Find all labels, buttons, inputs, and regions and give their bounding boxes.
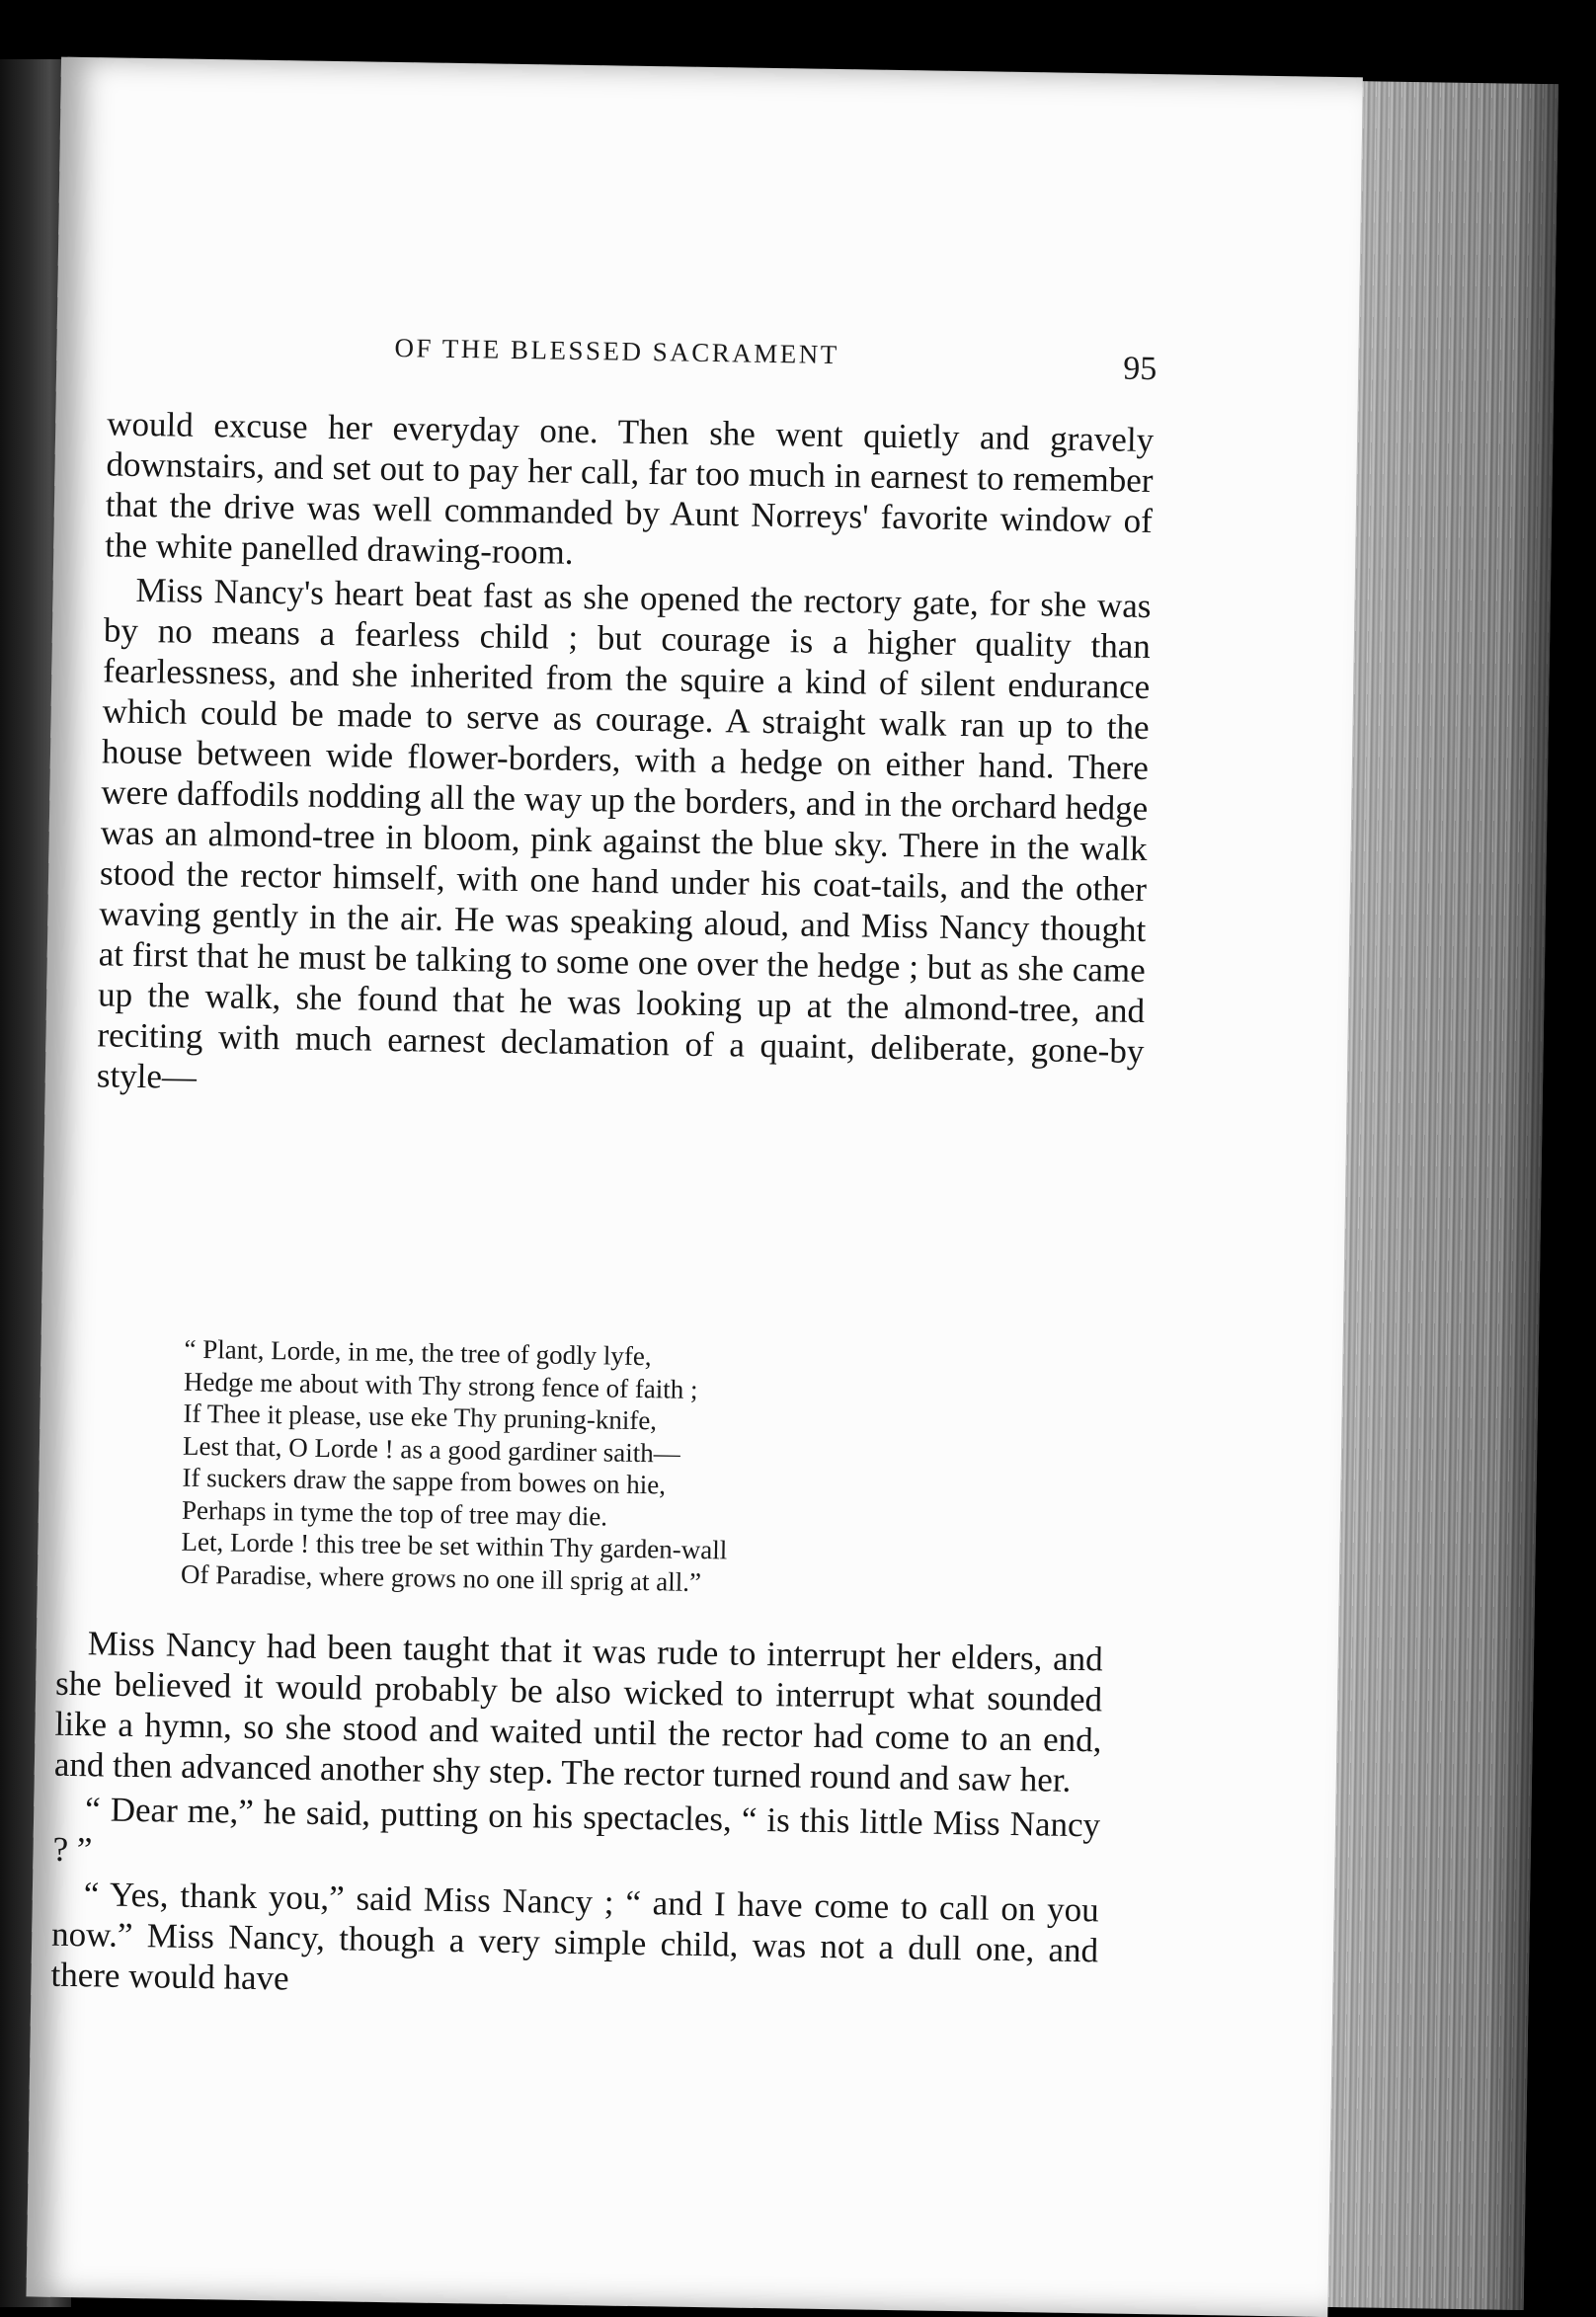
paragraph: would excuse her everyday one. Then she went quietly and gravely downstairs, and set out to pay her call, far too much in earnest to remember that the drive was well commanded by Aunt Norreys' favorite window of the white panelled drawing-room. [105,404,1155,572]
paragraph: “ Yes, thank you,” said Miss Nancy ; “ and I have come to call on you now.” Miss Nancy, though a very simple child, was not a dull one, and there would have [50,1875,1100,1998]
paragraph: Miss Nancy's heart beat fast as she opened the rectory gate, for she was by no means a fearless child ; but courage is a higher quality than fearlessness, and she inherited from the squire a kind of silent endurance which could be made to serve as courage. A straight walk ran up to the house between wide flower-borders, with a hedge on either hand. There were daffodils nodding all the way up the borders, and in the orchard hedge was an almond-tree in bloom, pink against the blue sky. There in the walk stood the rector himself, with one hand under his coat-tails, and the other waving gently in the air. He was speaking aloud, and Miss Nancy thought at first that he must be talking to some one over the hedge ; but as she came up the walk, she found that he was looking up at the almond-tree, and reciting with much earnest declamation of a quaint, deliberate, gone-by style— [96,570,1152,1096]
paragraph: “ Dear me,” he said, putting on his spectacles, “ is this little Miss Nancy ? ” [52,1790,1101,1870]
poem-line: If suckers draw the sappe from bowes on hie, [182,1462,667,1500]
poem-line: Of Paradise, where grows no one ill sprig at all.” [180,1558,702,1597]
poem-line: If Thee it please, use eke Thy pruning-knife, [183,1398,658,1436]
poem-line: Perhaps in tyme the top of tree may die. [181,1494,608,1532]
poem-block [181,1333,1014,1603]
page-header [334,259,1164,388]
book-page [26,57,1362,2317]
body-text-after-poem [50,1623,1103,2016]
poem-line: Hedge me about with Thy strong fence of faith ; [183,1366,698,1404]
running-head: OF THE BLESSED SACRAMENT [394,332,839,370]
poem-line: Lest that, O Lorde ! as a good gardiner saith— [182,1430,681,1469]
paragraph: Miss Nancy had been taught that it was rude to interrupt her elders, and she believed it would probably be also wicked to interrupt what sounded like a hymn, so she stood and waited until the rector had come to an end, and then advanced another shy step. The rector turned round and saw her. [53,1624,1104,1799]
body-text-before-poem [97,403,1155,1116]
poem-line: “ Plant, Lorde, in me, the tree of godly lyfe, [184,1333,652,1372]
poem-line: Let, Lorde ! this tree be set within Thy garden-wall [181,1526,728,1565]
page-number: 95 [1122,350,1157,388]
